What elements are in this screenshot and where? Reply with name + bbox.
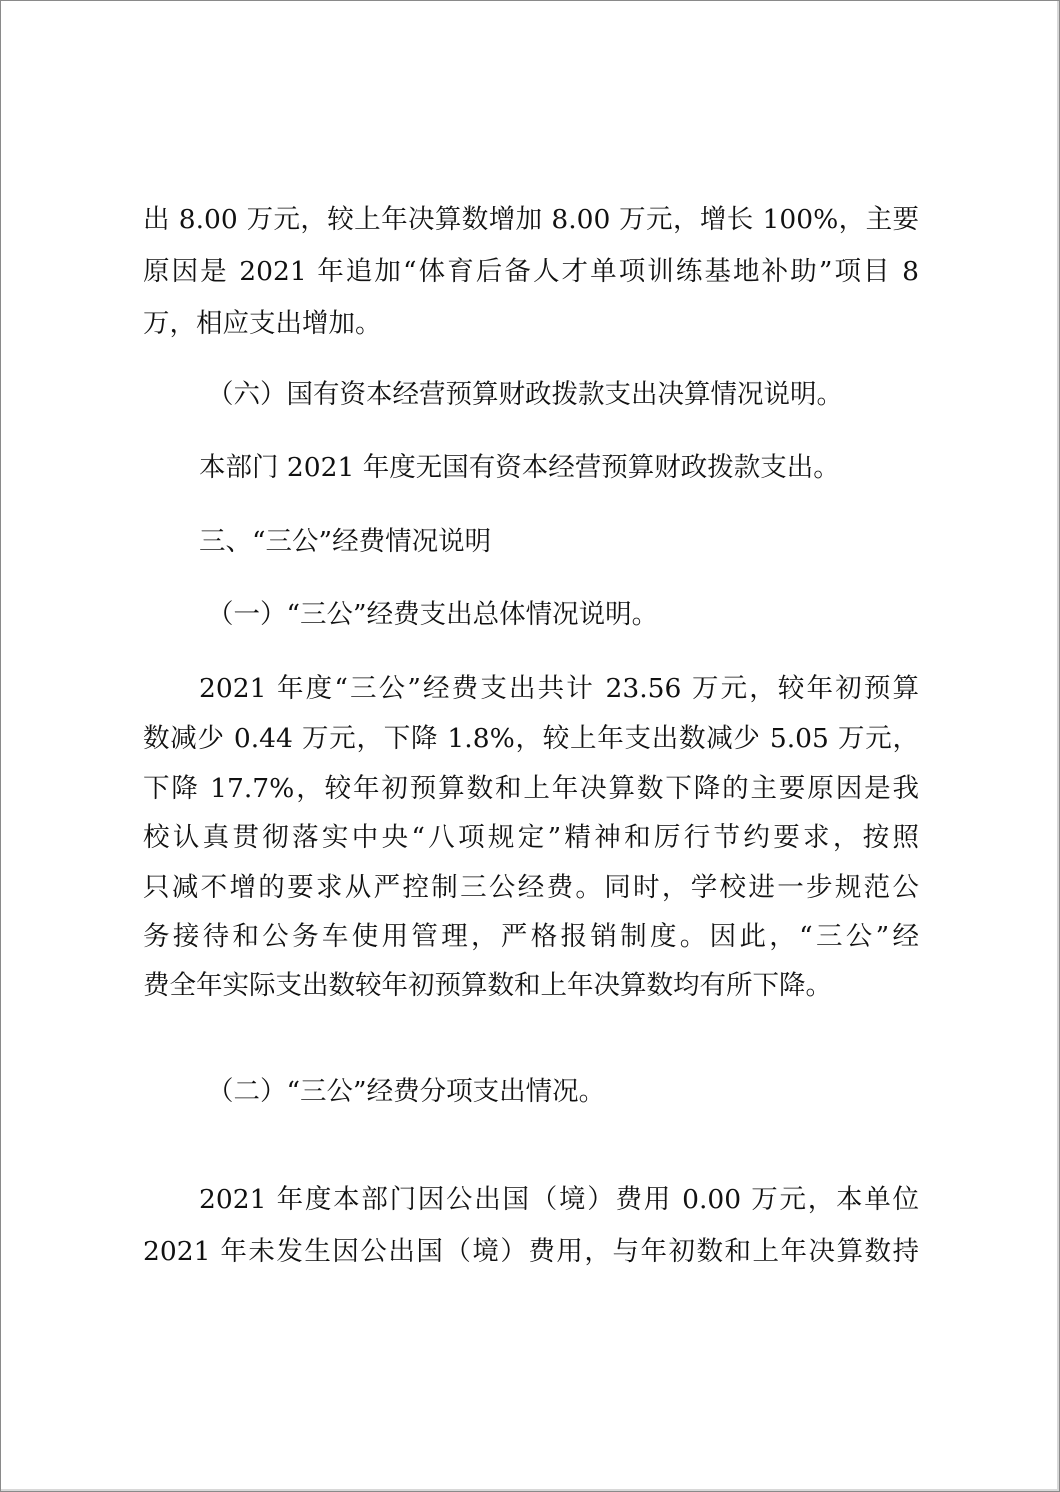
paragraph-line: 2021 年度本部门因公出国（境）费用 0.00 万元，本单位 bbox=[199, 1184, 919, 1215]
subsection-heading-1: （一）“三公”经费支出总体情况说明。 bbox=[207, 599, 659, 630]
subsection-heading-2: （二）“三公”经费分项支出情况。 bbox=[207, 1076, 606, 1107]
paragraph-line: 校认真贯彻落实中央“八项规定”精神和厉行节约要求，按照 bbox=[143, 822, 919, 853]
paragraph-line: 2021 年未发生因公出国（境）费用，与年初数和上年决算数持 bbox=[143, 1236, 919, 1267]
paragraph-line: 下降 17.7%，较年初预算数和上年决算数下降的主要原因是我 bbox=[143, 773, 919, 804]
section-heading-3: 三、“三公”经费情况说明 bbox=[199, 526, 492, 557]
paragraph-line: 数减少 0.44 万元，下降 1.8%，较上年支出数减少 5.05 万元， bbox=[143, 723, 919, 754]
paragraph-line: 本部门 2021 年度无国有资本经营预算财政拨款支出。 bbox=[199, 452, 840, 483]
paragraph-line: 原因是 2021 年追加“体育后备人才单项训练基地补助”项目 8 bbox=[143, 256, 919, 287]
section-heading-6: （六）国有资本经营预算财政拨款支出决算情况说明。 bbox=[207, 379, 843, 410]
paragraph-line: 费全年实际支出数较年初预算数和上年决算数均有所下降。 bbox=[143, 970, 832, 1001]
paragraph-line: 只减不增的要求从严控制三公经费。同时，学校进一步规范公 bbox=[143, 872, 919, 903]
paragraph-line: 万，相应支出增加。 bbox=[143, 308, 382, 339]
paragraph-line: 出 8.00 万元，较上年决算数增加 8.00 万元，增长 100%，主要 bbox=[143, 204, 919, 235]
paragraph-line: 务接待和公务车使用管理，严格报销制度。因此，“三公”经 bbox=[143, 921, 919, 952]
paragraph-line: 2021 年度“三公”经费支出共计 23.56 万元，较年初预算 bbox=[199, 673, 919, 704]
